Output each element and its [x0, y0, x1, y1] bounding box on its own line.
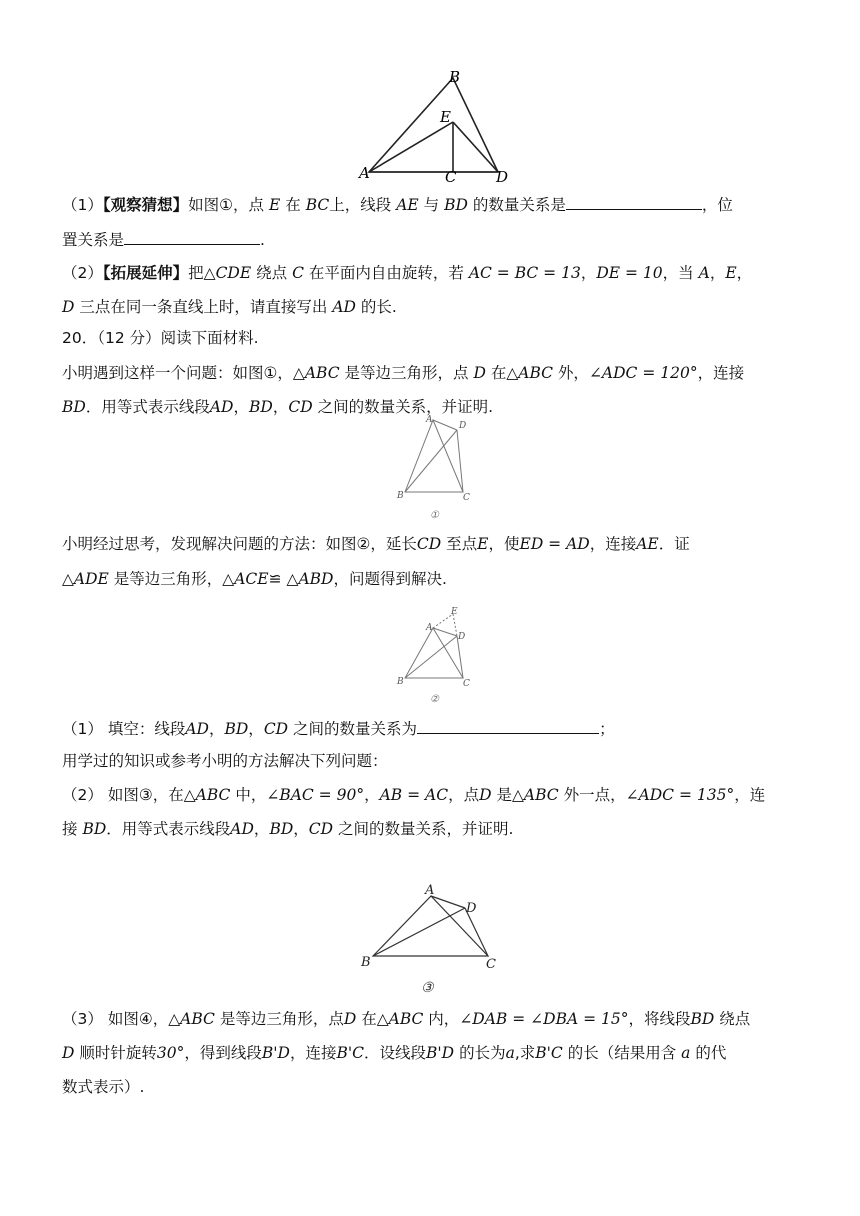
svg-text:A: A: [426, 415, 433, 425]
svg-text:B: B: [397, 677, 404, 687]
s3-line3: 数式表示）.: [62, 1078, 145, 1096]
p20-head: 20．（12 分）阅读下面材料.: [62, 329, 259, 347]
q1-line2: 置关系是 .: [62, 228, 265, 251]
svg-text:D: D: [458, 632, 466, 642]
s2-line1: （2） 如图③，在△ABC 中，∠BAC = 90°，AB = AC，点D 是△ABC 外一点，∠ADC = 135°，连: [62, 786, 766, 804]
s1-line2: 用学过的知识或参考小明的方法解决下列问题：: [62, 752, 388, 770]
q1-line1: （1）【观察猜想】如图①，点 E 在 BC上，线段 AE 与 BD 的数量关系是 ，位: [62, 193, 733, 216]
figure-2: [395, 602, 475, 708]
figure-1: [395, 408, 475, 520]
figure-2-caption: ②: [430, 694, 439, 705]
figure-3-caption: ③: [421, 980, 434, 996]
triangle-abd: [369, 78, 498, 172]
p20-line4: △ADE 是等边三角形，△ACE≌ △ABD，问题得到解决.: [62, 570, 447, 588]
s1-line1: （1） 填空：线段AD，BD，CD 之间的数量关系为 ；: [62, 717, 615, 740]
s3-line1: （3） 如图④，△ABC 是等边三角形，点D 在△ABC 内，∠DAB = ∠DBA = 15°，将线段BD 绕点: [62, 1010, 751, 1028]
svg-text:D: D: [466, 901, 477, 916]
label-e: E: [440, 108, 451, 126]
svg-text:B: B: [361, 955, 371, 970]
q2-line1: （2）【拓展延伸】把△CDE 绕点 C 在平面内自由旋转，若 AC = BC = 13，DE = 10，当 A，E，: [62, 264, 753, 282]
q2-line2: D 三点在同一条直线上时，请直接写出 AD 的长.: [62, 298, 397, 316]
figure-top: [355, 66, 515, 184]
p20-line1: 小明遇到这样一个问题：如图①，△ABC 是等边三角形，点 D 在△ABC 外，∠ADC = 120°，连接: [62, 364, 745, 382]
p20-line2: BD．用等式表示线段AD，BD，CD 之间的数量关系，并证明.: [62, 398, 493, 416]
label-b: B: [449, 68, 461, 86]
svg-text:D: D: [459, 421, 467, 431]
svg-text:B: B: [397, 491, 404, 501]
svg-text:A: A: [426, 623, 433, 633]
svg-text:C: C: [463, 679, 470, 689]
label-c: C: [445, 168, 457, 184]
label-d: D: [496, 168, 509, 184]
answer-blank-1[interactable]: [566, 193, 702, 210]
answer-blank-2[interactable]: [124, 228, 260, 245]
svg-text:C: C: [463, 493, 470, 503]
label-a: A: [359, 164, 370, 182]
segment-ae: [369, 122, 453, 172]
figure-1-caption: ①: [430, 510, 439, 520]
s3-line2: D 顺时针旋转30°，得到线段B'D，连接B'C．设线段B'D 的长为a,求B'C 的长（结果用含 a 的代: [62, 1044, 727, 1062]
svg-text:A: A: [425, 883, 435, 898]
svg-text:E: E: [451, 607, 458, 617]
s2-line2: 接 BD．用等式表示线段AD，BD，CD 之间的数量关系，并证明.: [62, 820, 514, 838]
figure-3: [355, 880, 505, 1000]
svg-text:C: C: [486, 957, 496, 972]
answer-blank-3[interactable]: [417, 717, 599, 734]
p20-line3: 小明经过思考，发现解决问题的方法：如图②，延长CD 至点E，使ED = AD，连接AE．证: [62, 535, 690, 553]
